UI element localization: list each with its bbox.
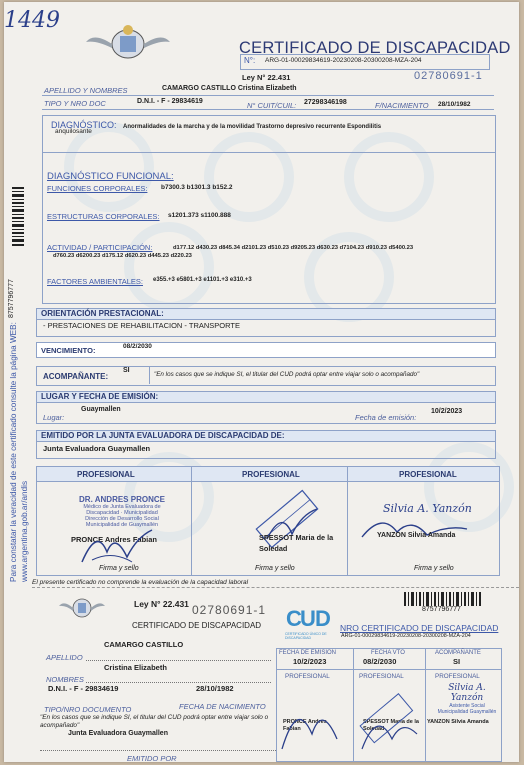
issue-date-label: Fecha de emisión: [355, 413, 417, 422]
orientation-value: - PRESTACIONES DE REHABILITACION - TRANSPORTE [43, 321, 240, 330]
stamp-line: Dirección de Desarrollo Social [85, 516, 159, 522]
orientation-value-box [36, 319, 496, 337]
name-row [42, 85, 494, 96]
body-functions-label: FUNCIONES CORPORALES: [47, 184, 148, 193]
card-doc-label: TIPO/NRO DOCUMENTO [44, 705, 132, 714]
certificate-number: ARG-01-00029834619-20230208-20300208-MZA-204 [265, 57, 422, 64]
card-doc-value: D.N.I. - F - 29834619 [48, 684, 119, 693]
card-expiry-value: 08/2/2030 [363, 657, 397, 666]
diagnosis-box [42, 115, 496, 153]
svg-text:C: C [286, 606, 302, 631]
functional-title: DIAGNÓSTICO FUNCIONAL: [47, 171, 174, 182]
card-title: CERTIFICADO DE DISCAPACIDAD [132, 621, 262, 630]
place-date-box [36, 402, 496, 424]
cuit-label: N° CUIT/CUIL: [247, 101, 297, 110]
activity-label: ACTIVIDAD / PARTICIPACIÓN: [47, 243, 153, 252]
activity-line-1: d177.12 d430.23 d845.34 d2101.23 d510.23 d9205.23 d630.23 d7104.23 d910.23 d5400.23 [173, 245, 414, 251]
document-row [42, 97, 494, 110]
card-barcode-icon [404, 592, 482, 606]
card-nro-value: ARG-01-00029834619-20230208-20300208-MZA-204 [341, 633, 471, 639]
card-surname-label: APELLIDO [46, 653, 83, 662]
certificate-number-label: N°: [244, 56, 256, 65]
cuit-value: 27298346198 [304, 99, 347, 106]
cud-logo-icon [284, 606, 332, 632]
side-barcode-number: 8757796777 [8, 279, 15, 318]
side-barcode-icon [12, 187, 24, 247]
surname-label: APELLIDO Y NOMBRES [44, 86, 128, 95]
card-nro-title: NRO CERTIFICADO DE DISCAPACIDAD [340, 623, 499, 633]
side-verification-text: Para constatar la veracidad de este certificado consulte la página WEB: www.argentina.gob.ar/andis [9, 322, 29, 582]
certificate-number-box [240, 54, 490, 70]
card-coat-of-arms-icon [59, 595, 105, 619]
divider [191, 467, 192, 575]
card-professional-label-1: PROFESIONAL [285, 673, 330, 680]
card-barcode-number: 8757796777 [422, 606, 461, 613]
body-functions-value: b7300.3 b1301.3 b152.2 [161, 184, 233, 191]
svg-text:D: D [315, 606, 331, 631]
professional-header-1: PROFESIONAL [77, 470, 135, 479]
stamp-line: Médico de Junta Evaluadora de [83, 504, 161, 510]
professional-1-footer: Firma y sello [99, 565, 139, 572]
environmental-label: FACTORES AMBIENTALES: [47, 277, 143, 286]
professional-header-3: PROFESIONAL [399, 470, 457, 479]
body-structures-value: s1201.373 s1100.888 [168, 212, 231, 219]
card-junta: Junta Evaluadora Guaymallen [68, 730, 168, 737]
certificate-code: 02780691-1 [414, 70, 483, 82]
companion-label: ACOMPAÑANTE: [43, 372, 109, 381]
card-professional-1: PRONCE Andres Fabian [283, 719, 327, 732]
place-value: Guaymallen [81, 406, 121, 413]
professional-2-name: SPESSOT Maria de la Soledad [259, 533, 334, 553]
card-birthdate-label: FECHA DE NACIMIENTO [179, 702, 266, 711]
professional-3-signature-text: Silvia A. Yanzón [383, 502, 472, 515]
card-expiry-label: FECHA VTO [371, 650, 405, 656]
functional-diagnosis-box [42, 152, 496, 304]
law-number: Ley N° 22.431 [242, 73, 291, 82]
doc-type-value: D.N.I. - F - 29834619 [137, 98, 203, 105]
dotted-line [86, 660, 271, 661]
svg-text:U: U [300, 606, 316, 631]
card-surname-value: CAMARGO CASTILLO [104, 640, 184, 649]
professionals-table [36, 466, 500, 576]
expiry-label: VENCIMIENTO: [41, 346, 96, 355]
cud-logo-text: CERTIFICADO ÚNICO DE DISCAPACIDAD [285, 632, 327, 640]
place-label: Lugar: [43, 413, 65, 422]
body-structures-label: ESTRUCTURAS CORPORALES: [47, 212, 160, 221]
issue-date-value: 10/2/2023 [431, 408, 463, 415]
card-companion-label: ACOMPAÑANTE [435, 650, 481, 656]
card-professional-2: SPESSOT Maria de la Soledad [363, 719, 419, 732]
stamp-line: Municipalidad Guaymallén [437, 709, 497, 715]
issued-by-title: EMITIDO POR LA JUNTA EVALUADORA DE DISCAPACIDAD DE: [41, 431, 285, 440]
disclaimer: El presente certificado no comprende la evaluación de la capacidad laboral [32, 579, 249, 586]
card-law: Ley N° 22.431 [134, 599, 189, 609]
professional-3-name: YANZON Silvia Amanda [377, 532, 456, 539]
certificate-paper [4, 2, 519, 762]
certificate-title: CERTIFICADO DE DISCAPACIDAD [239, 39, 511, 57]
doc-type-label: TIPO Y NRO DOC [44, 99, 106, 108]
card-companion-note: "En los casos que se indique SI, el titular del CUD podrá optar entre viajar solo o acompañado" [40, 714, 269, 729]
card-code: 02780691-1 [192, 603, 267, 617]
signature-1-icon [77, 522, 157, 567]
divider [277, 669, 501, 670]
companion-note-cell [149, 367, 494, 384]
dotted-line [86, 682, 271, 683]
stamp-line: Discapacidad · Municipalidad [86, 510, 158, 516]
birthdate-value: 28/10/1982 [438, 101, 471, 108]
card-professional-label-3: PROFESIONAL [435, 673, 480, 680]
card-names-value: Cristina Elizabeth [104, 663, 167, 672]
card-names-label: NOMBRES [46, 675, 84, 684]
activity-line-2: d760.23 d6200.23 d175.12 d620.23 d445.23 d220.23 [53, 253, 192, 259]
environmental-value: e355.+3 e5801.+3 e1101.+3 e310.+3 [153, 277, 252, 283]
companion-note: "En los casos que se indique SI, el titular del CUD podrá optar entre viajar solo o acompañado" [154, 371, 420, 378]
card-emission-value: 10/2/2023 [293, 657, 327, 666]
card-professional-label-2: PROFESIONAL [359, 673, 404, 680]
stamp-line: Municipalidad de Guaymallén [85, 522, 159, 528]
diagnosis-label: DIAGNÓSTICO: [51, 120, 117, 130]
companion-row [36, 366, 496, 386]
coat-of-arms-icon [84, 24, 172, 62]
card-grid [276, 648, 502, 762]
card-professional-3-stamp [435, 683, 499, 715]
diagnosis-sub: anquilosante [55, 128, 92, 135]
stamp-line: DR. ANDRES PRONCE [79, 495, 165, 504]
signature-3-icon [357, 507, 477, 547]
expiry-row [36, 342, 496, 358]
handwritten-number: 1449 [4, 8, 60, 33]
stamp-line: Silvia A. Yanzón [448, 683, 486, 703]
divider [347, 467, 348, 575]
orientation-label: ORIENTACIÓN PRESTACIONAL: [41, 309, 164, 318]
professional-3-footer: Firma y sello [414, 565, 454, 572]
expiry-value: 08/2/2030 [123, 343, 152, 350]
place-date-title: LUGAR Y FECHA DE EMISIÓN: [41, 392, 159, 401]
issued-by-value: Junta Evaluadora Guaymallen [43, 444, 151, 453]
card-emission-label: FECHA DE EMISION [279, 650, 337, 656]
card-birthdate-value: 28/10/1982 [196, 684, 234, 693]
birthdate-label: F/NACIMIENTO [375, 101, 429, 110]
professional-header-2: PROFESIONAL [242, 470, 300, 479]
issued-by-box [36, 441, 496, 459]
companion-value: SI [123, 367, 130, 374]
card-professional-3: YANZON Silvia Amanda [427, 719, 489, 725]
dotted-line [40, 750, 276, 751]
professional-1-name: PRONCE Andres Fabian [71, 535, 157, 544]
card-emitido-label: EMITIDO POR [127, 754, 177, 763]
professional-2-footer: Firma y sello [255, 565, 295, 572]
diagnosis-text: Anormalidades de la marcha y de la movilidad Trastorno depresivo recurrente Espondilitis [123, 124, 382, 130]
card-signatures-icon [277, 679, 427, 759]
card-companion-value: SI [453, 657, 461, 666]
stamp-line: Asistente Social [449, 703, 485, 709]
surname-value: CAMARGO CASTILLO Cristina Elizabeth [162, 85, 297, 92]
